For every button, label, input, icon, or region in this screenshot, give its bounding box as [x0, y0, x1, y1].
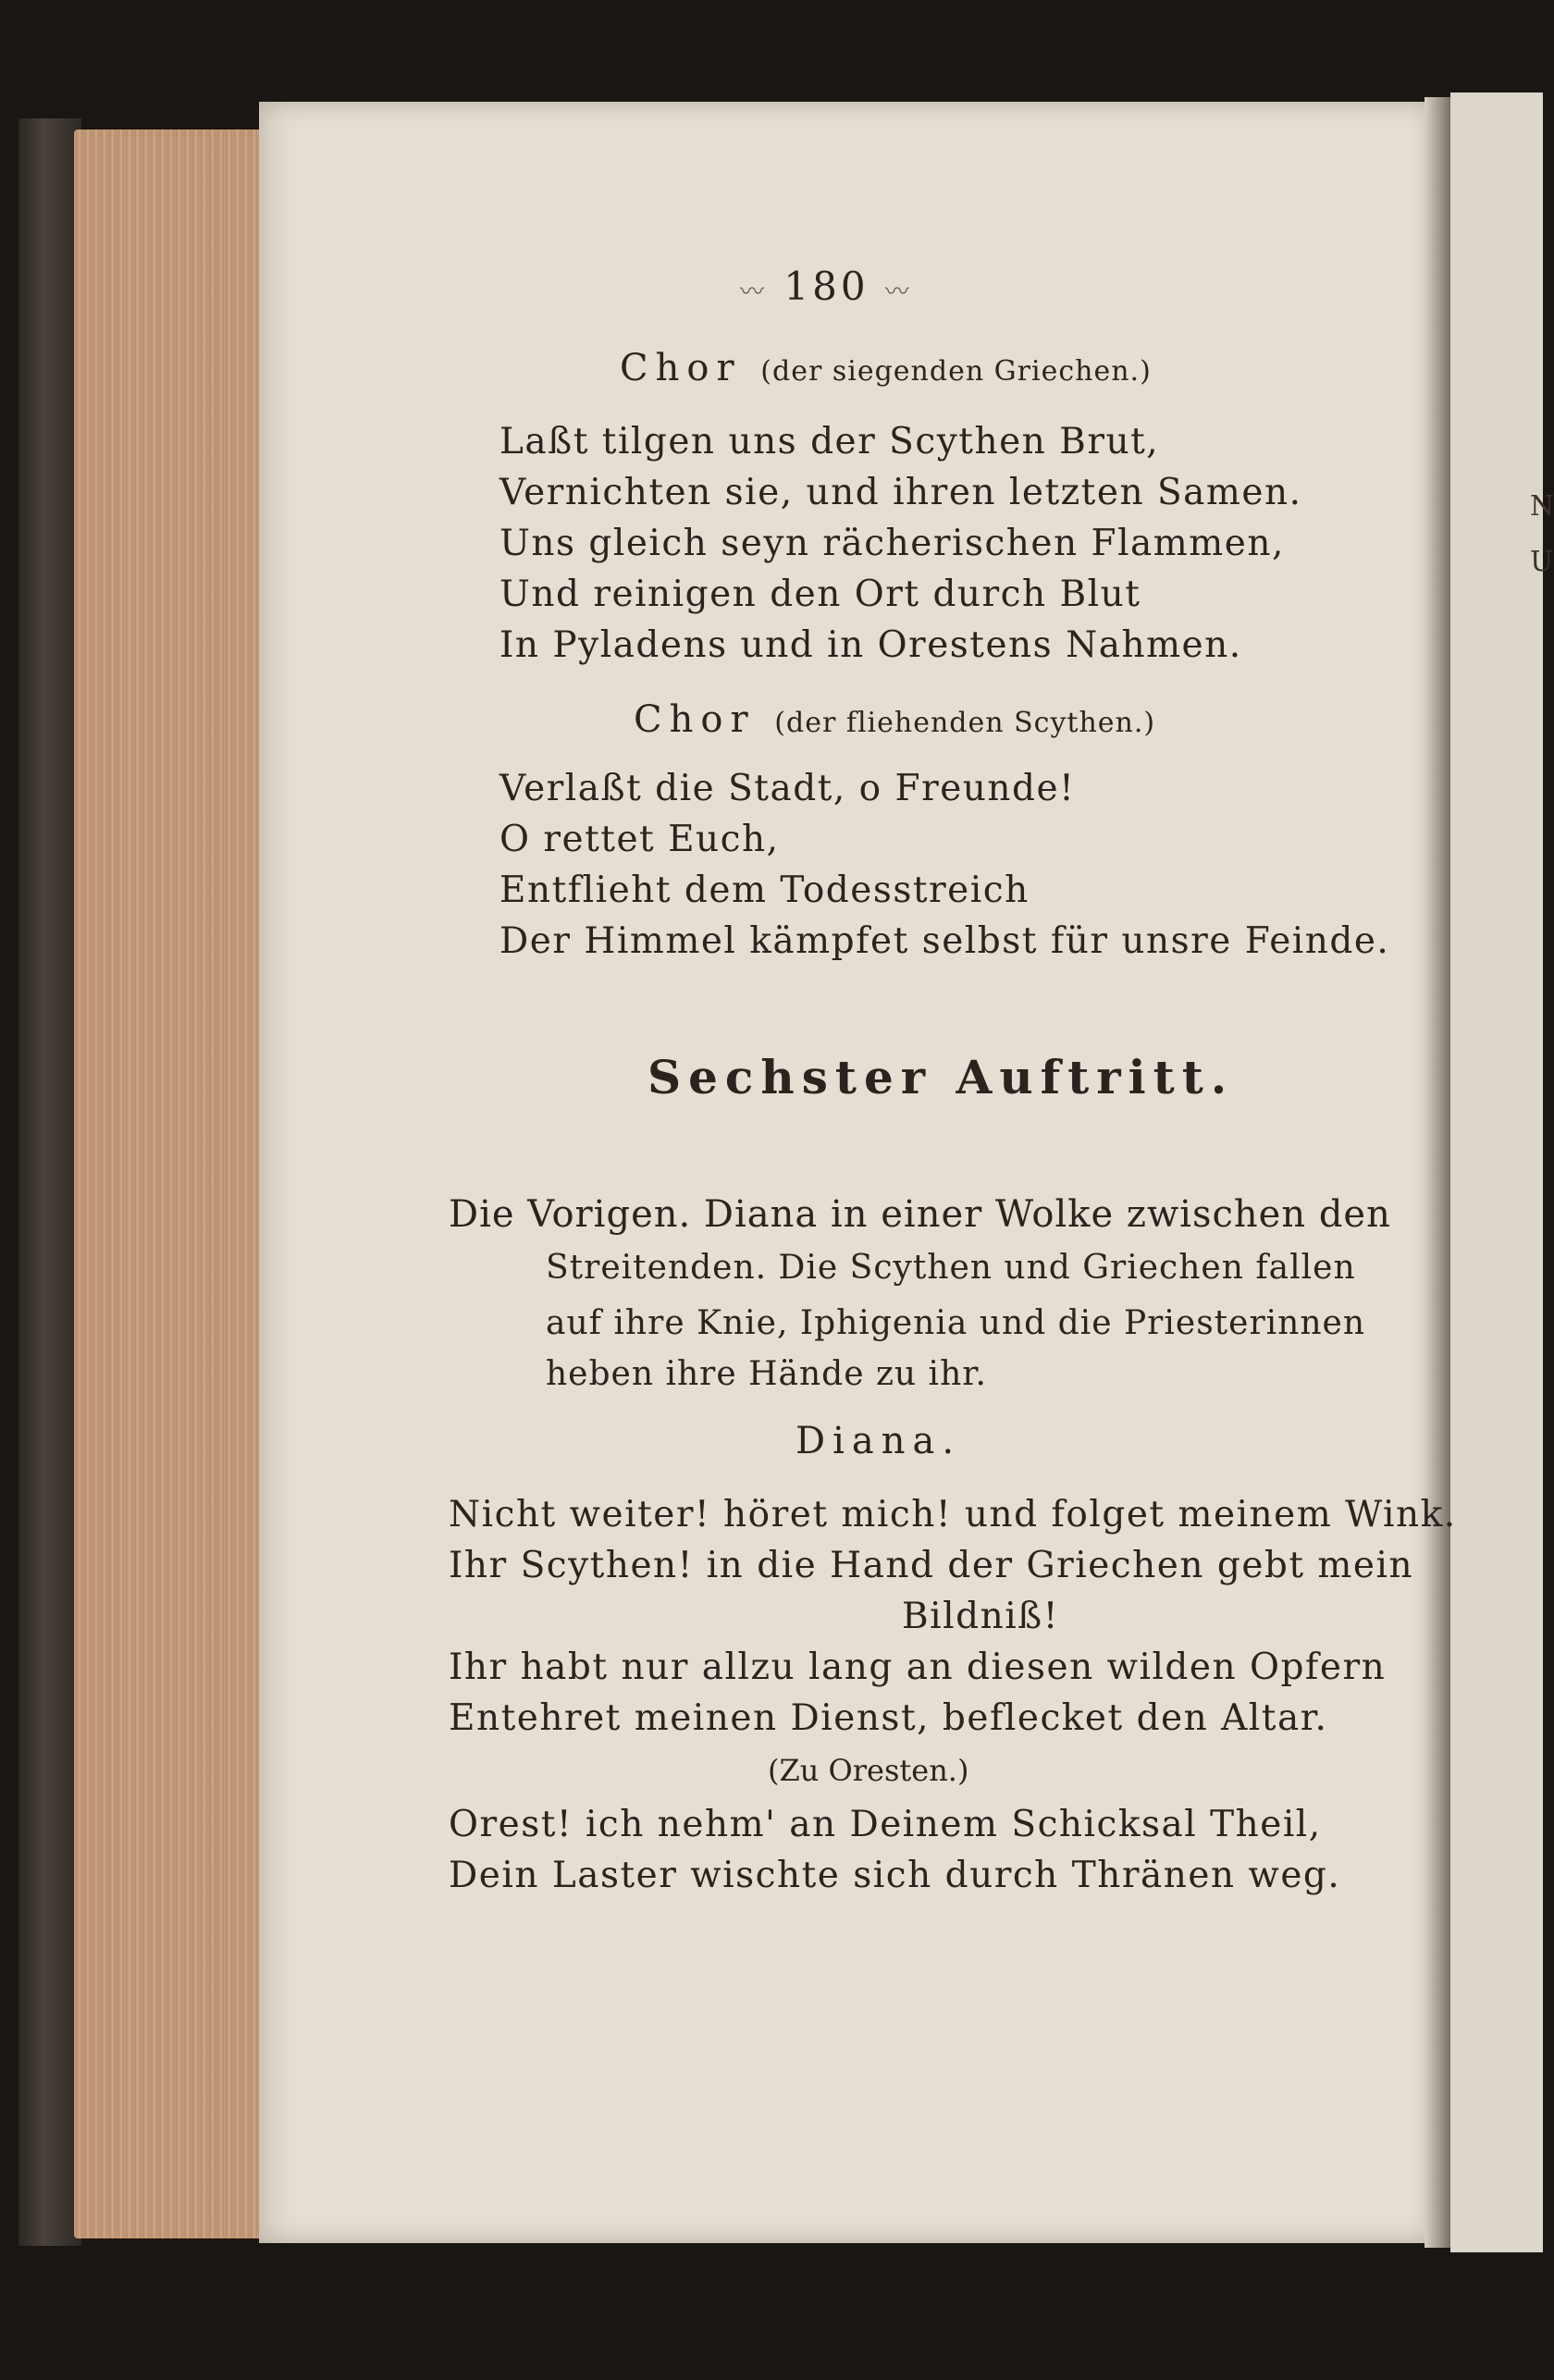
- speech-line: Orest! ich nehm' an Deinem Schicksal Theil,: [449, 1804, 1322, 1845]
- verse-line: Und reinigen den Ort durch Blut: [500, 573, 1141, 615]
- page-number: 180: [783, 264, 870, 309]
- page-edges: [74, 129, 259, 2238]
- chorus-label: Chor: [620, 347, 742, 389]
- book-gutter: [1424, 97, 1452, 2248]
- verse-line: Verlaßt die Stadt, o Freunde!: [500, 768, 1076, 809]
- facing-page-fragment: N: [1530, 490, 1554, 523]
- speech-line: Ihr Scythen! in die Hand der Griechen gebt mein: [449, 1545, 1414, 1586]
- aside-direction: (Zu Oresten.): [768, 1753, 969, 1788]
- facing-page: [1450, 92, 1554, 2252]
- verse-line: Der Himmel kämpfet selbst für unsre Feinde.: [500, 920, 1390, 962]
- facing-page-fragment: U: [1530, 546, 1554, 578]
- book-spine: [18, 118, 81, 2246]
- scene-title: Sechster Auftritt.: [648, 1050, 1235, 1104]
- chorus-note: (der siegenden Griechen.): [760, 355, 1152, 388]
- chorus-label: Chor: [634, 698, 756, 741]
- speech-line: Dein Laster wischte sich durch Thränen weg.: [449, 1855, 1341, 1896]
- speech-line: Entehret meinen Dienst, beflecket den Altar.: [449, 1697, 1328, 1739]
- speaker-name: Diana.: [796, 1420, 962, 1462]
- stage-direction-line: auf ihre Knie, Iphigenia und die Priesterinnen: [546, 1304, 1366, 1342]
- verse-line: Laßt tilgen uns der Scythen Brut,: [500, 421, 1160, 462]
- verse-line: O rettet Euch,: [500, 819, 780, 860]
- speech-line: Ihr habt nur allzu lang an diesen wilden Opfern: [449, 1646, 1387, 1688]
- ornament-left-icon: 〰: [740, 278, 769, 306]
- stage-direction-line: Streitenden. Die Scythen und Griechen fallen: [546, 1249, 1356, 1287]
- verse-line: Vernichten sie, und ihren letzten Samen.: [500, 472, 1302, 513]
- stage-direction-line: heben ihre Hände zu ihr.: [546, 1355, 987, 1393]
- verse-line: In Pyladens und in Orestens Nahmen.: [500, 624, 1242, 666]
- speech-line: Nicht weiter! höret mich! und folget meinem Wink.: [449, 1494, 1457, 1535]
- chorus-scythians-heading: [634, 698, 1155, 741]
- ornament-right-icon: 〰: [884, 278, 913, 306]
- page-header: [740, 264, 913, 309]
- chorus-greeks-heading: [620, 347, 1152, 389]
- stage-direction-line: Die Vorigen. Diana in einer Wolke zwischen den: [449, 1193, 1391, 1236]
- speech-line: Bildniß!: [902, 1596, 1059, 1637]
- verse-line: Uns gleich seyn rächerischen Flammen,: [500, 523, 1285, 564]
- verse-line: Entflieht dem Todesstreich: [500, 869, 1030, 911]
- chorus-note: (der fliehenden Scythen.): [774, 707, 1156, 739]
